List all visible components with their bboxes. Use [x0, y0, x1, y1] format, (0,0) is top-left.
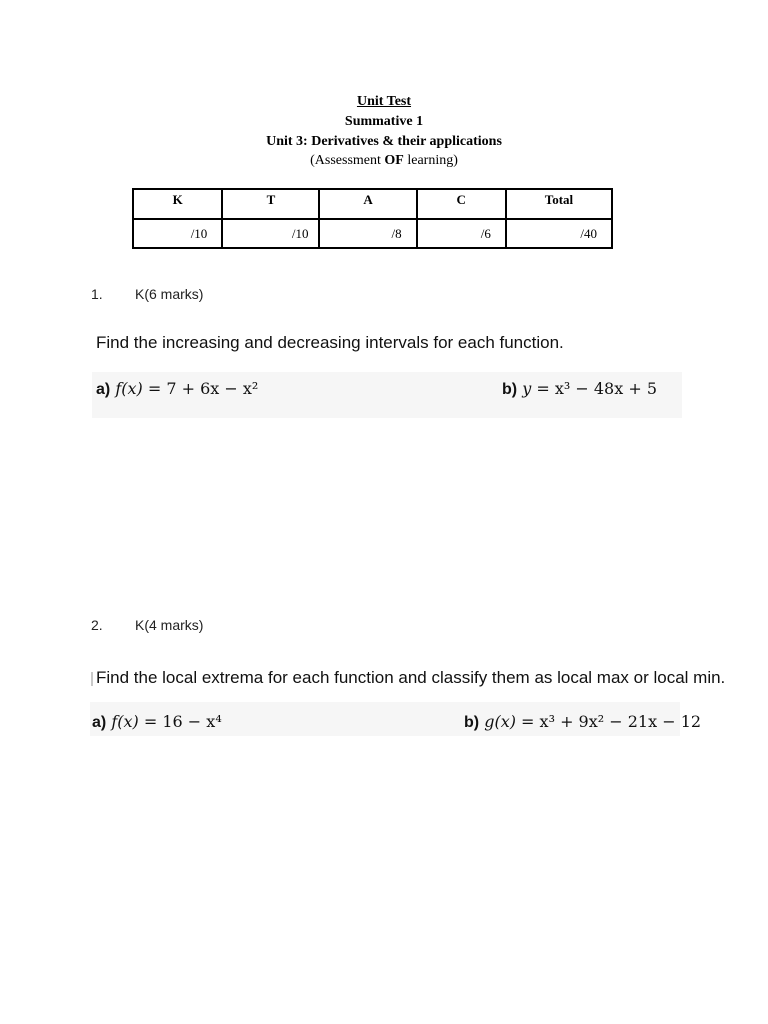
marks-value-c: /6 — [417, 219, 506, 248]
equation-rhs: = 7 + 6x − x² — [147, 379, 259, 398]
marks-header-a: A — [319, 189, 416, 219]
assessment-suffix: learning) — [403, 153, 458, 168]
assessment-prefix: (Assessment — [310, 153, 385, 168]
question-1-part-b — [502, 379, 657, 399]
marks-header-t: T — [222, 189, 319, 219]
question-2-number: 2. — [91, 617, 103, 633]
question-1-marks: K(6 marks) — [135, 286, 204, 302]
marks-header-total: Total — [506, 189, 612, 219]
part-label: b) — [502, 381, 518, 398]
question-2-marks: K(4 marks) — [135, 617, 204, 633]
question-2-part-a — [92, 712, 222, 732]
marks-header-c: C — [417, 189, 506, 219]
assessment-bold: OF — [384, 153, 404, 168]
marks-header-k: K — [133, 189, 222, 219]
marks-value-total: /40 — [506, 219, 612, 248]
question-2-part-b — [464, 712, 701, 732]
unit-title: Unit 3: Derivatives & their applications — [266, 134, 502, 149]
assessment-type — [0, 153, 768, 169]
divider-mark — [91, 672, 93, 686]
marks-value-k: /10 — [133, 219, 222, 248]
part-label: a) — [96, 381, 111, 398]
equation-lhs: g(x) — [484, 712, 516, 731]
equation-rhs: = 16 − x⁴ — [143, 712, 222, 731]
marks-value-row — [133, 219, 612, 248]
marks-table — [132, 188, 613, 249]
equation-rhs: = x³ + 9x² − 21x − 12 — [521, 712, 702, 731]
part-label: a) — [92, 714, 107, 731]
marks-value-a: /8 — [319, 219, 416, 248]
question-1-number: 1. — [91, 286, 103, 302]
test-subtitle: Summative 1 — [344, 114, 424, 129]
test-title: Unit Test — [356, 94, 412, 109]
equation-lhs: f(x) — [115, 379, 143, 398]
equation-lhs: y — [522, 379, 532, 398]
marks-value-t: /10 — [222, 219, 319, 248]
question-1-part-a — [96, 379, 258, 399]
equation-rhs: = x³ − 48x + 5 — [536, 379, 657, 398]
marks-header-row — [133, 189, 612, 219]
question-1-prompt: Find the increasing and decreasing intervals for each function. — [96, 333, 564, 352]
question-2-prompt: Find the local extrema for each function and classify them as local max or local min. — [96, 668, 726, 687]
equation-lhs: f(x) — [111, 712, 139, 731]
part-label: b) — [464, 714, 480, 731]
